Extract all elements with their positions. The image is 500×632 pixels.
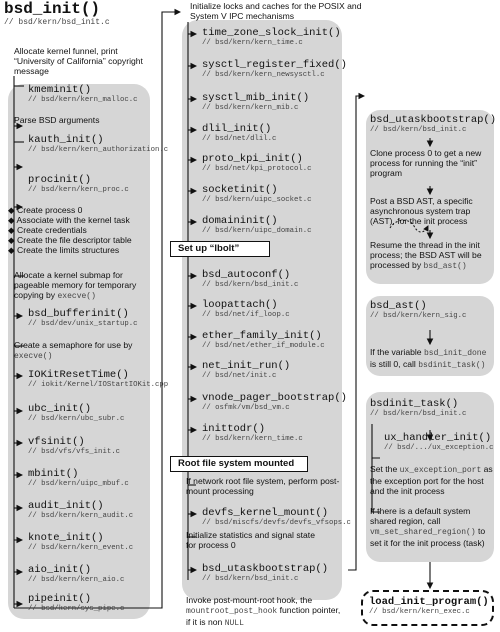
dlil-init-node <box>202 123 276 143</box>
bsd-utaskbootstrap-path: // bsd/kern/bsd_init.c <box>202 575 299 583</box>
bullet-item: ◆ Create credentials <box>8 225 87 235</box>
proto-kpi-init-node <box>202 153 311 173</box>
bsdinit-task-fn: bsdinit_task() <box>370 398 459 410</box>
bsd-init-done-text: If the variable bsd_init_done is still 0, call bsdinit_task() <box>370 347 487 370</box>
procinit-node <box>28 174 129 194</box>
bullet-item: ◆ Create the file descriptor table <box>8 235 132 245</box>
loopattach-fn: loopattach() <box>202 299 278 311</box>
page-title: bsd_init() <box>4 0 101 18</box>
procinit-fn: procinit() <box>28 174 92 186</box>
utask-panel-path: // bsd/kern/bsd_init.c <box>370 126 467 134</box>
audit-init-node <box>28 500 133 520</box>
knote-init-path: // bsd/kern/kern_event.c <box>28 544 134 552</box>
post-bsd-ast-text: Post a BSD AST, a specific asynchronous system trap (AST), for the init process <box>370 196 473 226</box>
inittodr-path: // bsd/kern/kern_time.c <box>202 435 303 443</box>
ux-handler-init-node <box>384 432 493 452</box>
iokit-reset-time-node <box>28 369 168 389</box>
intro-kernel-funnel: Allocate kernel funnel, print “University of California” copyright message <box>14 46 143 76</box>
inittodr-node <box>202 423 303 443</box>
semaphore-text: Create a semaphore for use by execve() <box>14 340 133 361</box>
time-zone-slock-init-node <box>202 27 341 47</box>
bsd-autoconf-fn: bsd_autoconf() <box>202 269 291 281</box>
ipc-locks-text: Initialize locks and caches for the POSIX and System V IPC mechanisms <box>190 1 362 21</box>
network-root-text: If network root file system, perform post-mount processing <box>186 476 340 496</box>
iokit-reset-time-fn: IOKitResetTime() <box>28 369 129 381</box>
bsdinit-task-path: // bsd/kern/bsd_init.c <box>370 410 467 418</box>
bsd-autoconf-path: // bsd/kern/bsd_init.c <box>202 281 299 289</box>
procinit-path: // bsd/kern/kern_proc.c <box>28 186 129 194</box>
ether-family-init-node <box>202 330 325 350</box>
net-init-run-fn: net_init_run() <box>202 360 291 372</box>
devfs-kernel-mount-path: // bsd/miscfs/devfs/devfs_vfsops.c <box>202 519 351 527</box>
domaininit-fn: domaininit() <box>202 215 278 227</box>
vfsinit-fn: vfsinit() <box>28 436 85 448</box>
ux-handler-init-fn: ux_handler_init() <box>384 432 492 444</box>
sysctl-mib-init-path: // bsd/kern/kern_mib.c <box>202 104 299 112</box>
sysctl-register-fixed-node <box>202 59 347 79</box>
aio-init-node <box>28 564 124 584</box>
inittodr-fn: inittodr() <box>202 423 266 435</box>
devfs-kernel-mount-node <box>202 507 351 527</box>
proto-kpi-init-fn: proto_kpi_init() <box>202 153 303 165</box>
ux-handler-init-path: // bsd/.../ux_exception.c <box>384 444 494 452</box>
ether-family-init-path: // bsd/net/ether_if_module.c <box>202 342 325 350</box>
submap-text: Allocate a kernel submap for pageable memory for temporary copying by execve() <box>14 270 137 301</box>
mbinit-node <box>28 468 129 488</box>
proto-kpi-init-path: // bsd/net/kpi_protocol.c <box>202 165 312 173</box>
set-exception-port-text: Set the ux_exception_port as the exception port for the host and the init process <box>370 464 493 496</box>
knote-init-node <box>28 532 133 552</box>
knote-init-fn: knote_init() <box>28 532 104 544</box>
audit-init-fn: audit_init() <box>28 500 104 512</box>
bullet-item: ◆ Create the limits structures <box>8 245 120 255</box>
kmeminit-fn: kmeminit() <box>28 84 92 96</box>
vfsinit-node <box>28 436 120 456</box>
post-mount-hook-text: Invoke post-mount-root hook, the mountroot_post_hook function pointer, if it is non NULL <box>186 595 341 628</box>
utask-panel-fn: bsd_utaskbootstrap() <box>370 114 497 126</box>
page-title-path: // bsd/kern/bsd_init.c <box>4 18 110 27</box>
bullet-item: ◆ Associate with the kernel task <box>8 215 130 225</box>
socketinit-node <box>202 184 311 204</box>
load-init-program-fn: load_init_program() <box>369 596 489 608</box>
bsd-bufferinit-fn: bsd_bufferinit() <box>28 308 129 320</box>
kauth-init-fn: kauth_init() <box>28 134 104 146</box>
time-zone-slock-init-path: // bsd/kern/kern_time.c <box>202 39 303 47</box>
audit-init-path: // bsd/kern/kern_audit.c <box>28 512 134 520</box>
procinit-bullets <box>8 205 132 255</box>
pipeinit-path: // bsd/kern/sys_pipe.c <box>28 605 125 613</box>
domaininit-node <box>202 215 311 235</box>
kmeminit-path: // bsd/kern/kern_malloc.c <box>28 96 138 104</box>
net-init-run-path: // bsd/net/init.c <box>202 372 277 380</box>
resume-thread-text: Resume the thread in the init process; the BSD AST will be processed by bsd_ast() <box>370 240 482 271</box>
bsd-bufferinit-node <box>28 308 137 328</box>
bsd-ast-header <box>370 300 466 320</box>
mbinit-path: // bsd/kern/uipc_mbuf.c <box>28 480 129 488</box>
aio-init-fn: aio_init() <box>28 564 92 576</box>
bsd-bufferinit-path: // bsd/dev/unix_startup.c <box>28 320 138 328</box>
time-zone-slock-init-fn: time_zone_slock_init() <box>202 27 341 39</box>
bsd-autoconf-node <box>202 269 298 289</box>
net-init-run-node <box>202 360 290 380</box>
socketinit-fn: socketinit() <box>202 184 278 196</box>
lbolt-box: Set up “lbolt” <box>170 241 270 257</box>
mbinit-fn: mbinit() <box>28 468 79 480</box>
socketinit-path: // bsd/kern/uipc_socket.c <box>202 196 312 204</box>
aio-init-path: // bsd/kern/kern_aio.c <box>28 576 125 584</box>
loopattach-node <box>202 299 290 319</box>
sysctl-mib-init-fn: sysctl_mib_init() <box>202 92 310 104</box>
dlil-init-path: // bsd/net/dlil.c <box>202 135 277 143</box>
devfs-kernel-mount-fn: devfs_kernel_mount() <box>202 507 329 519</box>
load-init-program-box <box>361 590 494 626</box>
bsd-ast-path: // bsd/kern/kern_sig.c <box>370 312 467 320</box>
sysctl-register-fixed-path: // bsd/kern/kern_newsysctl.c <box>202 71 325 79</box>
ether-family-init-fn: ether_family_init() <box>202 330 322 342</box>
bsdinit-task-header <box>370 398 466 418</box>
clone-process-text: Clone process 0 to get a new process for running the “init” program <box>370 148 482 178</box>
bsd-ast-fn: bsd_ast() <box>370 300 427 312</box>
parse-bsd-args: Parse BSD arguments <box>14 115 100 125</box>
vnode-pager-bootstrap-path: // osfmk/vm/bsd_vm.c <box>202 404 290 412</box>
ubc-init-fn: ubc_init() <box>28 403 92 415</box>
process0-stats-text: Initialize statistics and signal state for process 0 <box>186 530 315 550</box>
vfsinit-path: // bsd/vfs/vfs_init.c <box>28 448 120 456</box>
vnode-pager-bootstrap-node <box>202 392 347 412</box>
dlil-init-fn: dlil_init() <box>202 123 272 135</box>
pipeinit-fn: pipeinit() <box>28 593 92 605</box>
shared-region-text: If there is a default system shared region, call vm_set_shared_region() to set it for the init process (task) <box>370 506 486 548</box>
pipeinit-node <box>28 593 124 613</box>
domaininit-path: // bsd/kern/uipc_domain.c <box>202 227 312 235</box>
vnode-pager-bootstrap-fn: vnode_pager_bootstrap() <box>202 392 347 404</box>
sysctl-mib-init-node <box>202 92 309 112</box>
ubc-init-node <box>28 403 124 423</box>
iokit-reset-time-path: // iokit/Kernel/IOStartIOKit.cpp <box>28 381 169 389</box>
bsd-utaskbootstrap-node <box>202 563 328 583</box>
load-init-program-path: // bsd/kern/kern_exec.c <box>369 608 470 616</box>
kauth-init-node <box>28 134 168 154</box>
kauth-init-path: // bsd/kern/kern_authorization.c <box>28 146 169 154</box>
loopattach-path: // bsd/net/if_loop.c <box>202 311 290 319</box>
ubc-init-path: // bsd/kern/ubc_subr.c <box>28 415 125 423</box>
bullet-item: ◆ Create process 0 <box>8 205 83 215</box>
utask-panel-header <box>370 114 496 134</box>
kmeminit-node <box>28 84 137 104</box>
bsd-utaskbootstrap-fn: bsd_utaskbootstrap() <box>202 563 329 575</box>
sysctl-register-fixed-fn: sysctl_register_fixed() <box>202 59 347 71</box>
root-fs-mounted-box: Root file system mounted <box>170 456 308 472</box>
